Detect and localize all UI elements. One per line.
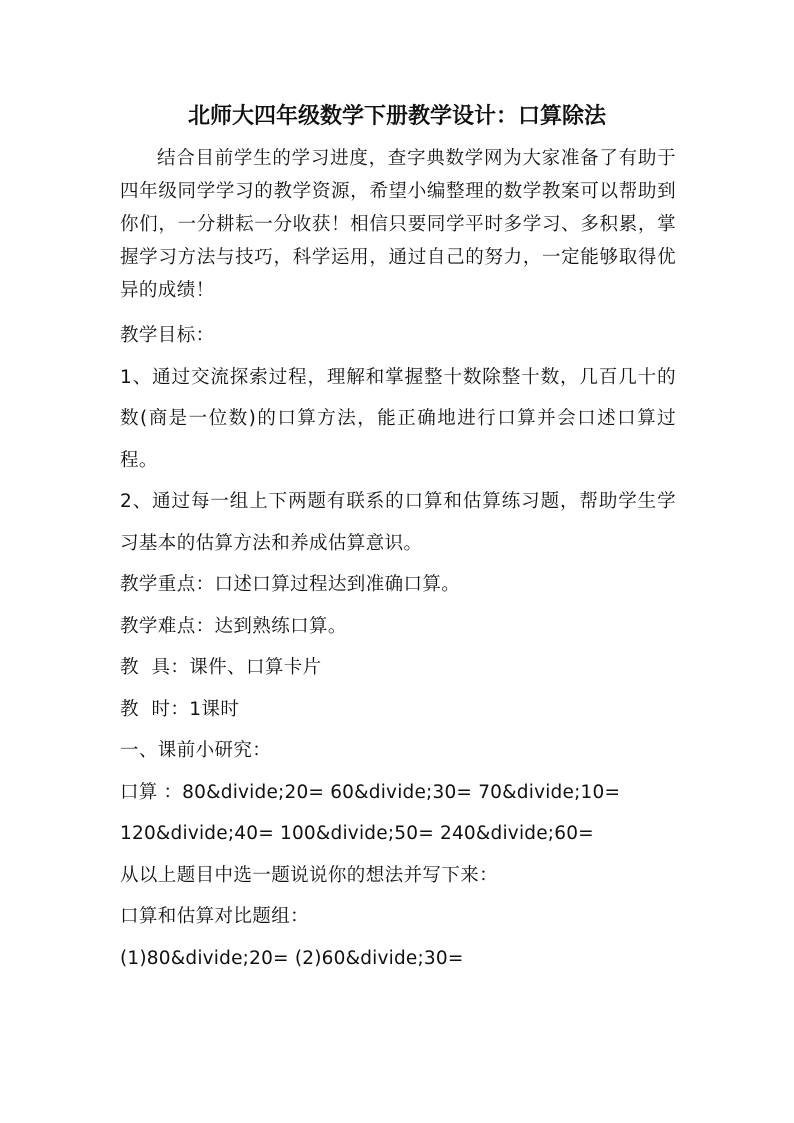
document-body [120,142,676,979]
difficulty: 教学难点：达到熟练口算。 [120,615,347,637]
compare-line: (1)80&divide;20= (2)60&divide;30= [120,947,464,969]
objective-2: 2、通过每一组上下两题有联系的口算和估算练习题，帮助学生学习基本的估算方法和养成估算意识。 [120,491,676,554]
tools: 教 具：课件、口算卡片 [120,657,322,678]
objective-1: 1、通过交流探索过程，理解和掌握整十数除整十数，几百几十的数(商是一位数)的口算方法，能正确地进行口算并会口述口算过程。 [120,366,676,471]
duration: 教 时：1课时 [120,698,240,720]
objectives-heading: 教学目标： [120,325,215,346]
oral-calc-line-2: 120&divide;40= 100&divide;50= 240&divide;60= [120,823,594,844]
page-title: 北师大四年级数学下册教学设计：口算除法 [187,103,606,129]
key-point: 教学重点：口述口算过程达到准确口算。 [120,574,461,595]
compare-heading: 口算和估算对比题组： [120,906,310,927]
spacer [120,307,676,315]
section-heading-pre-study: 一、课前小研究： [120,740,272,761]
choose-prompt: 从以上题目中选一题说说你的想法并写下来： [120,864,499,886]
oral-calc-line-1: 口算 ：80&divide;20= 60&divide;30= 70&divide;10= [120,781,621,803]
intro-paragraph: 结合目前学生的学习进度，查字典数学网为大家准备了有助于四年级同学学习的教学资源，希望小编整理的数学教案可以帮助到你们，一分耕耘一分收获！相信只要同学平时多学习、多积累，掌握学习方法与技巧，科学运用，通过自己的努力，一定能够取得优异的成绩！ [120,148,676,301]
